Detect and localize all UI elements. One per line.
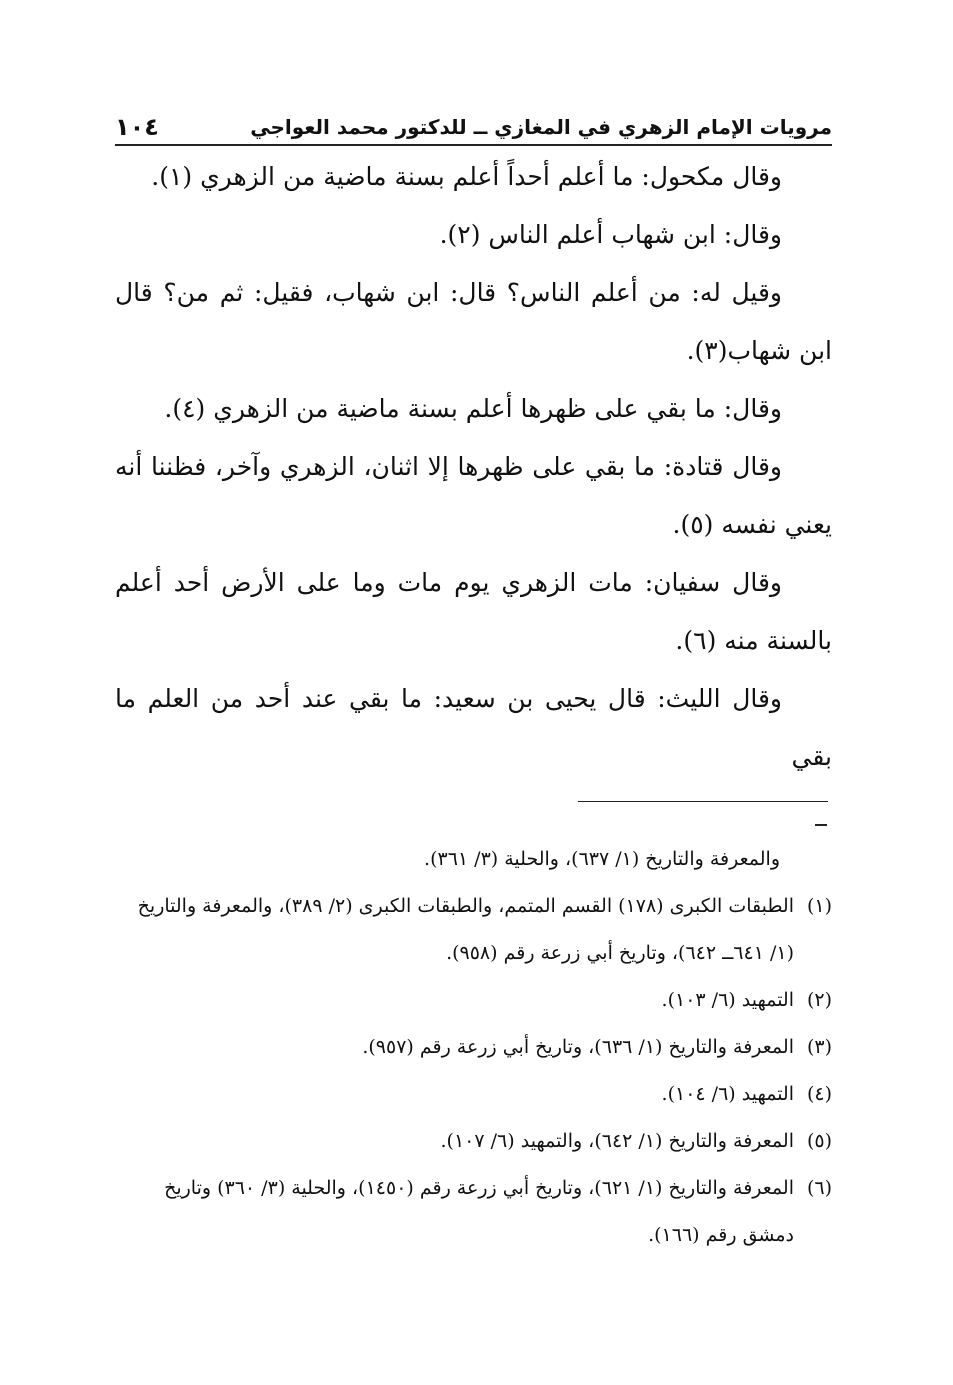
footnote [112, 1118, 832, 1165]
footnote-number: (٢) [806, 989, 832, 1011]
footnotes [112, 836, 832, 1259]
running-header [115, 110, 832, 146]
page-number: ١٠٤ [115, 113, 159, 141]
footnote [112, 977, 832, 1024]
paragraph: وقيل له: من أعلم الناس؟ قال: ابن شهاب، فقيل: ثم من؟ قال ابن شهاب(٣). [115, 278, 832, 365]
paragraph: وقال: ابن شهاب أعلم الناس (٢). [439, 220, 782, 249]
main-text [115, 148, 832, 786]
footnote-number: (١) [806, 895, 832, 917]
running-title: مرويات الإمام الزهري في المغازي ــ للدكتور محمد العواجي [250, 115, 832, 139]
paragraph: وقال مكحول: ما أعلم أحداً أعلم بسنة ماضية من الزهري (١). [151, 162, 782, 191]
footnote-text: الطبقات الكبرى (١٧٨) القسم المتمم، والطبقات الكبرى (٢/ ٣٨٩)، والمعرفة والتاريخ (١/ ٦٤١ــ ٦٤٢)، وتاريخ أبي زرعة رقم (٩٥٨). [137, 895, 794, 964]
paragraph: وقال: ما بقي على ظهرها أعلم بسنة ماضية من الزهري (٤). [164, 394, 782, 423]
footnote-continuation: والمعرفة والتاريخ (١/ ٦٣٧)، والحلية (٣/ ٣٦١). [424, 848, 780, 870]
footnote [112, 1024, 832, 1071]
footnote-number: (٣) [806, 1036, 832, 1058]
footnote-number: (٥) [806, 1130, 832, 1152]
paragraph: وقال قتادة: ما بقي على ظهرها إلا اثنان، الزهري وآخر، فظننا أنه يعني نفسه (٥). [115, 452, 832, 539]
footnote-text: المعرفة والتاريخ (١/ ٦٣٦)، وتاريخ أبي زرعة رقم (٩٥٧). [362, 1036, 794, 1058]
footnote [112, 1165, 832, 1259]
footnote-number: (٤) [806, 1083, 832, 1105]
continuation-mark [815, 824, 827, 826]
footnote-number: (٦) [806, 1177, 832, 1199]
paragraph: وقال الليث: قال يحيى بن سعيد: ما بقي عند أحد من العلم ما بقي [115, 684, 832, 771]
footnote [112, 883, 832, 977]
footnote-separator [578, 801, 828, 802]
footnote-text: التمهيد (٦/ ١٠٣). [661, 989, 794, 1011]
footnote-text: التمهيد (٦/ ١٠٤). [661, 1083, 794, 1105]
footnote-text: المعرفة والتاريخ (١/ ٦٤٢)، والتمهيد (٦/ ١٠٧). [440, 1130, 794, 1152]
footnote-text: المعرفة والتاريخ (١/ ٦٢١)، وتاريخ أبي زرعة رقم (١٤٥٠)، والحلية (٣/ ٣٦٠) وتاريخ دمشق رقم (١٦٦). [164, 1177, 794, 1246]
footnote [112, 1071, 832, 1118]
paragraph: وقال سفيان: مات الزهري يوم مات وما على الأرض أحد أعلم بالسنة منه (٦). [115, 568, 832, 655]
